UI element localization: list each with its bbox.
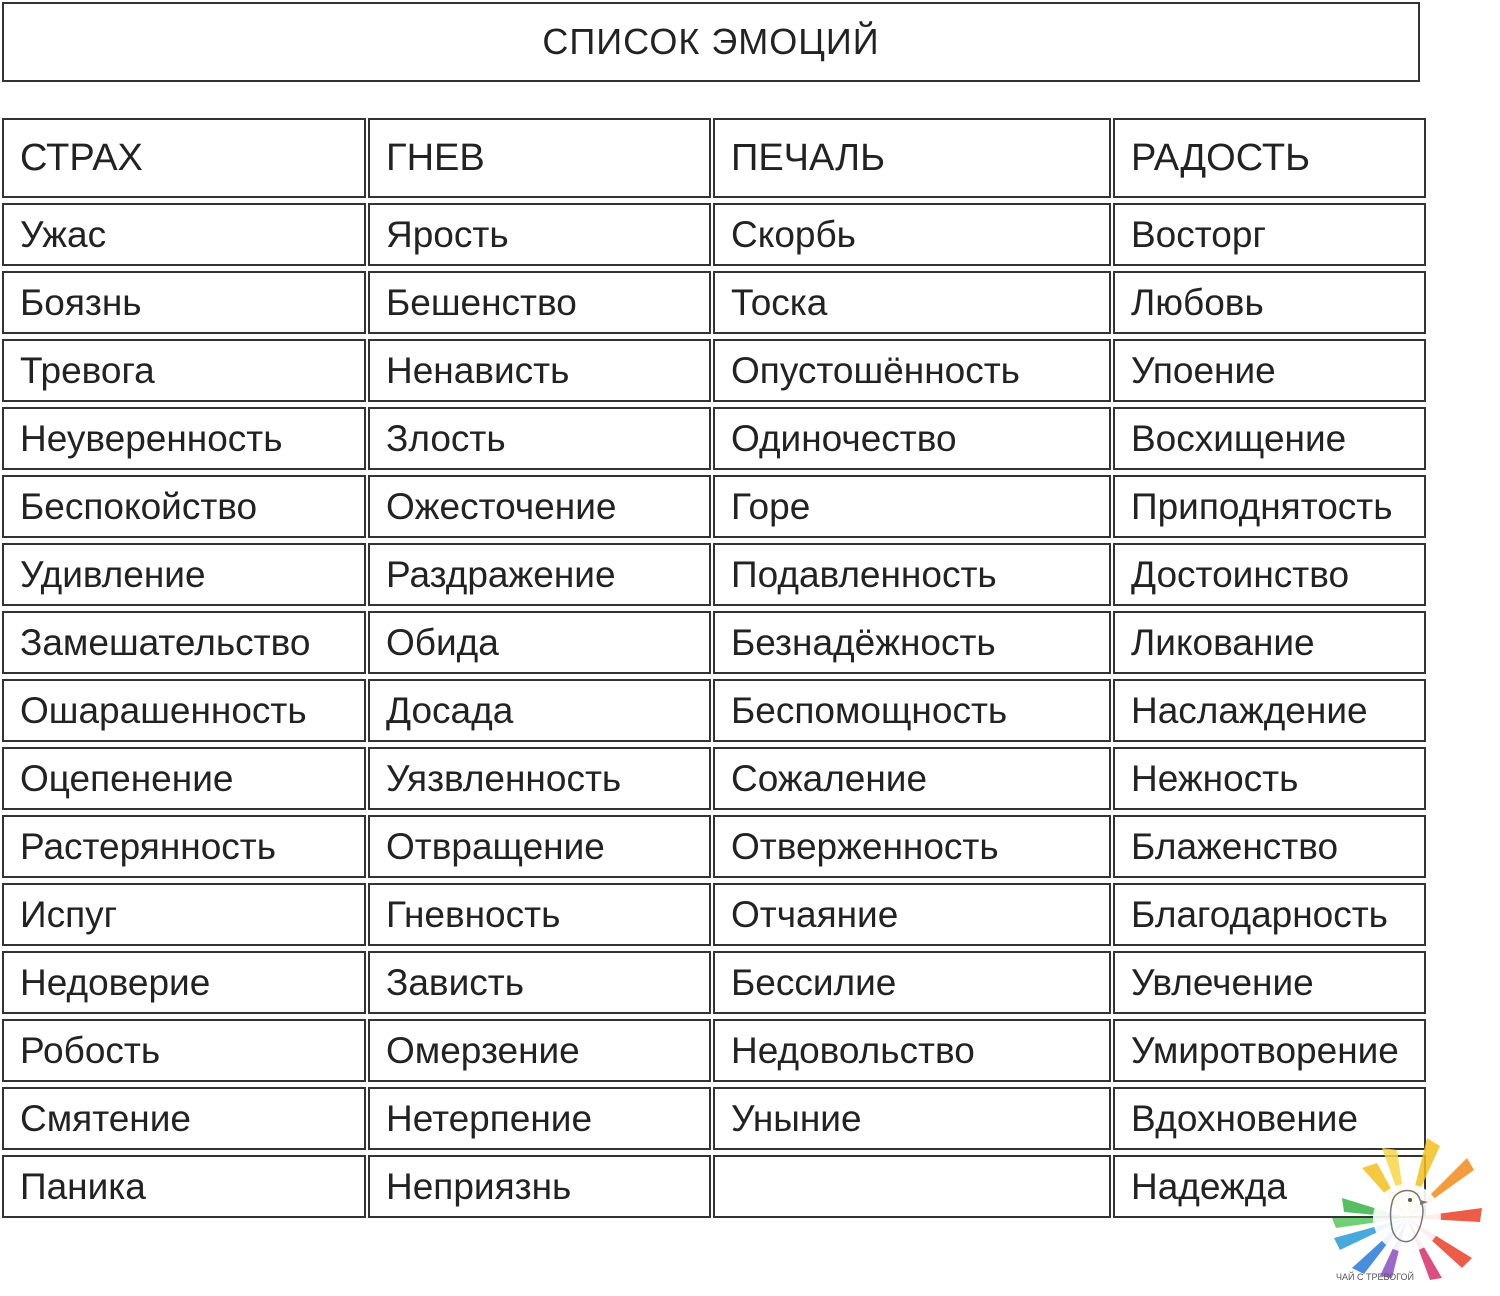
- table-row: [2, 271, 1426, 334]
- table-row: [2, 1019, 1426, 1082]
- cell-anger: Бешенство: [368, 271, 711, 334]
- cell-anger: Нетерпение: [368, 1087, 711, 1150]
- table-row: [2, 203, 1426, 266]
- table-row: [2, 679, 1426, 742]
- cell-anger: Гневность: [368, 883, 711, 946]
- cell-anger: Омерзение: [368, 1019, 711, 1082]
- cell-anger: Зависть: [368, 951, 711, 1014]
- cell-joy: Благодарность: [1113, 883, 1426, 946]
- cell-fear: Смятение: [2, 1087, 366, 1150]
- cell-fear: Оцепенение: [2, 747, 366, 810]
- cell-fear: Ошарашенность: [2, 679, 366, 742]
- cell-sadness: Одиночество: [713, 407, 1111, 470]
- logo-graphic: [1322, 1108, 1492, 1288]
- cell-anger: Злость: [368, 407, 711, 470]
- cell-joy: Надежда: [1113, 1155, 1426, 1218]
- table-row: [2, 1087, 1426, 1150]
- cell-anger: Раздражение: [368, 543, 711, 606]
- cell-sadness: Тоска: [713, 271, 1111, 334]
- cell-sadness: Горе: [713, 475, 1111, 538]
- cell-joy: Нежность: [1113, 747, 1426, 810]
- cell-fear: Неуверенность: [2, 407, 366, 470]
- cell-sadness: Сожаление: [713, 747, 1111, 810]
- column-header-anger: ГНЕВ: [368, 118, 711, 198]
- cell-joy: Умиротворение: [1113, 1019, 1426, 1082]
- cell-joy: Блаженство: [1113, 815, 1426, 878]
- emotions-table: [0, 113, 1428, 1223]
- cell-joy: Упоение: [1113, 339, 1426, 402]
- cell-sadness: Подавленность: [713, 543, 1111, 606]
- cell-joy: Ликование: [1113, 611, 1426, 674]
- cell-sadness: Безнадёжность: [713, 611, 1111, 674]
- table-body: [2, 203, 1426, 1218]
- table-row: [2, 883, 1426, 946]
- cell-anger: Ярость: [368, 203, 711, 266]
- cell-anger: Отвращение: [368, 815, 711, 878]
- cell-fear: Замешательство: [2, 611, 366, 674]
- header-row: [2, 118, 1426, 198]
- cell-sadness: Отверженность: [713, 815, 1111, 878]
- cell-joy: Восхищение: [1113, 407, 1426, 470]
- cell-fear: Боязнь: [2, 271, 366, 334]
- cell-sadness: Скорбь: [713, 203, 1111, 266]
- cell-sadness: Отчаяние: [713, 883, 1111, 946]
- cell-fear: Испуг: [2, 883, 366, 946]
- logo-text: ЧАЙ С ТРЕВОГОЙ: [1336, 1272, 1415, 1282]
- cell-sadness: Опустошённость: [713, 339, 1111, 402]
- table-row: [2, 543, 1426, 606]
- cell-anger: Ненависть: [368, 339, 711, 402]
- cell-joy: Наслаждение: [1113, 679, 1426, 742]
- cell-sadness: Беспомощность: [713, 679, 1111, 742]
- column-header-fear: СТРАХ: [2, 118, 366, 198]
- cell-anger: Обида: [368, 611, 711, 674]
- cell-anger: Досада: [368, 679, 711, 742]
- cell-sadness: Уныние: [713, 1087, 1111, 1150]
- cell-joy: Приподнятость: [1113, 475, 1426, 538]
- column-header-joy: РАДОСТЬ: [1113, 118, 1426, 198]
- cell-fear: Недоверие: [2, 951, 366, 1014]
- cell-fear: Растерянность: [2, 815, 366, 878]
- table-row: [2, 1155, 1426, 1218]
- watercolor-bird-logo-icon: [1322, 1108, 1492, 1288]
- page-title: СПИСОК ЭМОЦИЙ: [542, 21, 880, 62]
- cell-sadness: Недовольство: [713, 1019, 1111, 1082]
- cell-joy: Вдохновение: [1113, 1087, 1426, 1150]
- title-box: [2, 2, 1420, 82]
- table-row: [2, 339, 1426, 402]
- table-row: [2, 747, 1426, 810]
- cell-fear: Беспокойство: [2, 475, 366, 538]
- table-row: [2, 951, 1426, 1014]
- table-row: [2, 407, 1426, 470]
- cell-sadness: Бессилие: [713, 951, 1111, 1014]
- cell-anger: Ожесточение: [368, 475, 711, 538]
- cell-fear: Удивление: [2, 543, 366, 606]
- cell-fear: Робость: [2, 1019, 366, 1082]
- cell-anger: Неприязнь: [368, 1155, 711, 1218]
- cell-fear: Ужас: [2, 203, 366, 266]
- cell-joy: Увлечение: [1113, 951, 1426, 1014]
- table-row: [2, 611, 1426, 674]
- cell-joy: Любовь: [1113, 271, 1426, 334]
- table-row: [2, 475, 1426, 538]
- cell-sadness: [713, 1155, 1111, 1218]
- column-header-sadness: ПЕЧАЛЬ: [713, 118, 1111, 198]
- cell-anger: Уязвленность: [368, 747, 711, 810]
- cell-joy: Восторг: [1113, 203, 1426, 266]
- cell-joy: Достоинство: [1113, 543, 1426, 606]
- cell-fear: Паника: [2, 1155, 366, 1218]
- table-row: [2, 815, 1426, 878]
- cell-fear: Тревога: [2, 339, 366, 402]
